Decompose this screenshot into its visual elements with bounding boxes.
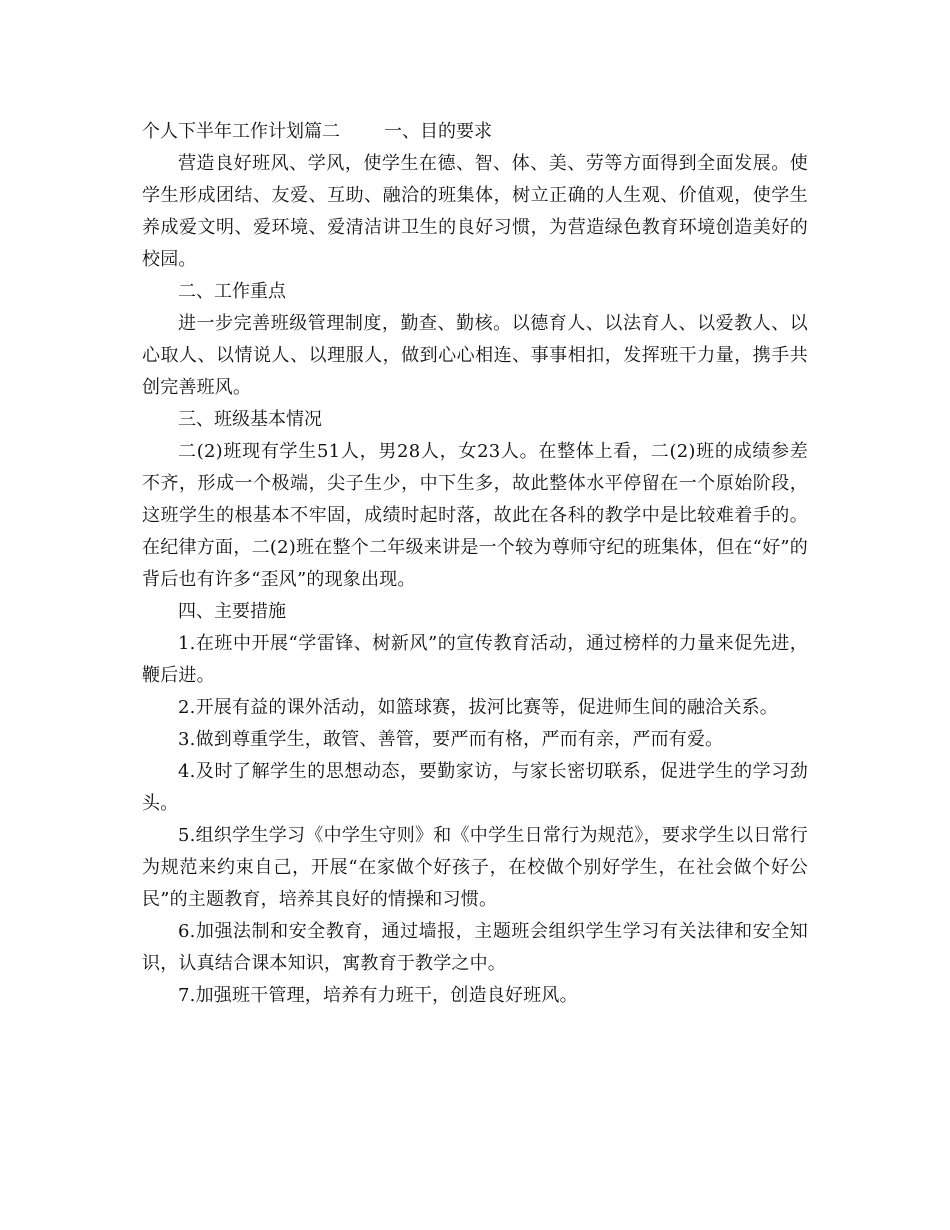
section2-heading: 二、工作重点 (178, 281, 286, 302)
document-page (142, 116, 808, 1012)
section4-heading: 四、主要措施 (178, 601, 286, 622)
measure-item: 4.及时了解学生的思想动态，要勤家访，与家长密切联系，促进学生的学习劲头。 (142, 761, 808, 814)
section1-heading: 一、目的要求 (384, 121, 492, 142)
section3-body: 二(2)班现有学生51人，男28人，女23人。在整体上看，二(2)班的成绩参差不齐，形成一个极端，尖子生少，中下生多，故此整体水平停留在一个原始阶段，这班学生的根基本不牢固，成绩时起时落，故此在各科的教学中是比较难着手的。在纪律方面，二(2)班在整个二年级来讲是一个较为尊师守纪的班集体，但在“好”的背后也有许多“歪风”的现象出现。 (142, 441, 808, 590)
measure-item: 5.组织学生学习《中学生守则》和《中学生日常行为规范》，要求学生以日常行为规范来约束自己，开展“在家做个好孩子，在校做个别好学生，在社会做个好公民”的主题教育，培养其良好的情操和习惯。 (142, 825, 808, 910)
measure-item: 2.开展有益的课外活动，如篮球赛，拔河比赛等，促进师生间的融洽关系。 (178, 697, 778, 718)
measure-item: 1.在班中开展“学雷锋、树新风”的宣传教育活动，通过榜样的力量来促先进，鞭后进。 (142, 633, 808, 686)
document-title: 个人下半年工作计划篇二 (142, 121, 340, 142)
measure-item: 6.加强法制和安全教育，通过墙报，主题班会组织学生学习有关法律和安全知识，认真结合课本知识，寓教育于教学之中。 (142, 921, 808, 974)
title-line (142, 116, 808, 148)
measure-item: 3.做到尊重学生，敢管、善管，要严而有格，严而有亲，严而有爱。 (178, 729, 724, 750)
section3-heading: 三、班级基本情况 (178, 409, 322, 430)
section1-body: 营造良好班风、学风，使学生在德、智、体、美、劳等方面得到全面发展。使学生形成团结、友爱、互助、融洽的班集体，树立正确的人生观、价值观，使学生养成爱文明、爱环境、爱清洁讲卫生的良好习惯，为营造绿色教育环境创造美好的校园。 (142, 153, 808, 270)
measure-item: 7.加强班干管理，培养有力班干，创造良好班风。 (178, 985, 578, 1006)
section2-body: 进一步完善班级管理制度，勤查、勤核。以德育人、以法育人、以爱教人、以心取人、以情说人、以理服人，做到心心相连、事事相扣，发挥班干力量，携手共创完善班风。 (142, 313, 808, 398)
